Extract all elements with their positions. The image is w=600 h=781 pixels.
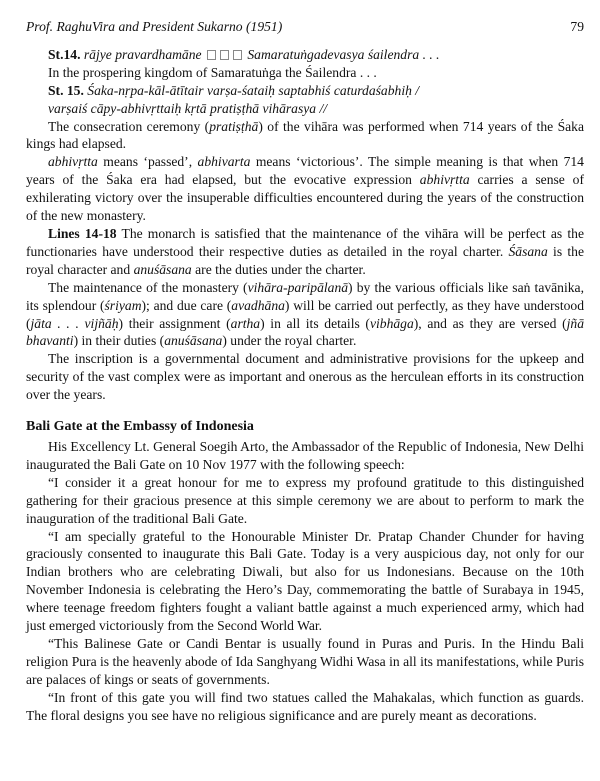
stanza-14-translation: In the prospering kingdom of Samaratuṅga the Śailendra . . . xyxy=(48,64,377,80)
stanza-14-text-a: rājye pravardhamāne xyxy=(83,46,202,62)
stanza-15-label: St. 15. xyxy=(48,82,84,98)
text-run: ); and due care ( xyxy=(141,297,232,313)
paragraph-maintenance xyxy=(26,279,584,351)
text-run-italic: pratiṣṭhā xyxy=(209,118,259,134)
text-run-italic: vihāra-paripālanā xyxy=(247,279,349,295)
paragraph-abhivrtta xyxy=(26,153,584,225)
stanza-14-text-b: Samaratuṅgadevasya śailendra . . . xyxy=(247,46,440,62)
text-run-italic: Śāsana xyxy=(508,243,548,259)
lines-label: Lines 14-18 xyxy=(48,225,117,241)
text-run-italic: anuśāsana xyxy=(164,333,223,349)
text-run: means ‘passed’, xyxy=(97,154,198,170)
stanza-15 xyxy=(26,82,584,100)
text-run: ) in all its details ( xyxy=(260,315,370,331)
section-heading: Bali Gate at the Embassy of Indonesia xyxy=(26,419,254,435)
text-run: ) in their duties ( xyxy=(73,333,165,349)
page-number: 79 xyxy=(570,19,584,34)
stanza-14 xyxy=(26,46,584,64)
stanza-15-line-2: varṣaiś cāpy-abhivṛttaiḥ kṛtā pratiṣṭhā vihārasya // xyxy=(48,100,328,116)
text-run-italic: artha xyxy=(230,315,261,331)
paragraph-inscription: The inscription is a governmental document and administrative provisions for the upkeep and security of the vast complex were as important and onerous as the herculean efforts in its construction over the years. xyxy=(26,351,584,403)
text-run: means ‘victorious’. The simple meaning is that when 714 years of the Śaka era had elapsed, but the evocative expression xyxy=(26,154,584,188)
text-run-italic: abhivṛtta xyxy=(419,172,470,188)
text-run-italic: vibhāga xyxy=(369,315,414,331)
text-run-italic: śriyam xyxy=(104,297,142,313)
text-run-italic: abhivarta xyxy=(197,154,251,170)
text-run: ), and as they are versed ( xyxy=(413,315,567,331)
text-run: are the duties under the charter. xyxy=(191,261,366,277)
paragraph-speech-3: “This Balinese Gate or Candi Bentar is usually found in Puras and Puris. In the Hindu Bali religion Pura is the heavenly abode of Ida Sanghyang Widhi Wasa in all its manifestations, while Puris are palaces of kings or seats of governments. xyxy=(26,636,584,687)
text-run-italic: jñā bhavanti xyxy=(26,315,584,349)
paragraph-speech-1: “I consider it a great honour for me to express my profound gratitude to this distinguished gathering for their gracious presence at this simple ceremony we are about to perform to mark the inauguration of the traditional Bali Gate. xyxy=(26,474,584,526)
stanza-15-line-1: Śaka-nṛpa-kāl-ātītair varṣa-śataiḥ saptabhiś caturdaśabhiḥ / xyxy=(87,82,420,98)
paragraph-lines-14-18 xyxy=(26,225,584,279)
text-run: The consecration ceremony ( xyxy=(48,118,210,134)
text-run: ) will be carried out perfectly, as they have understood ( xyxy=(26,297,584,331)
text-run-italic: jāta . . . vijñāḥ xyxy=(30,315,119,331)
text-run: The monarch is satisfied that the maintenance of the vihāra will be perfect as the functionaries have understood their respective duties as detailed in the royal charter. xyxy=(26,225,584,259)
text-run: ) under the royal charter. xyxy=(222,333,357,349)
paragraph-speech-4: “In front of this gate you will find two statues called the Mahakalas, which function as guards. The floral designs you see have no religious significance and are purely meant as decorations. xyxy=(26,689,584,723)
text-run: carries a sense of exhilerating victory over the insuperable difficulties encountered during the years of the construction of the new monastery. xyxy=(26,172,584,224)
text-run: ) by the various officials like saṅ tavānika, its splendour ( xyxy=(26,279,584,313)
paragraph-speech-2: “I am specially grateful to the Honourable Minister Dr. Pratap Chander Chunder for having graciously consented to inaugurate this Bali Gate. Today is a very auspicious day, not only for our Indian brothers who are celebrating Diwali, but also for us Indonesians. Because on the 10th November Indonesia is celebrating the Hero’s Day, commemorating the battle of Surabaya in 1945, where teenage freedom fighters fought a valiant battle against a much experienced army, which had just emerged victoriously from the Second World War. xyxy=(26,528,584,634)
text-run-italic: abhivṛtta xyxy=(48,154,98,170)
paragraph-ambassador: His Excellency Lt. General Soegih Arto, the Ambassador of the Republic of Indonesia, New Delhi inaugurated the Bali Gate on 10 Nov 1977 with the following speech: xyxy=(26,439,584,472)
text-run: The maintenance of the monastery ( xyxy=(48,279,248,295)
running-header xyxy=(26,18,584,36)
paragraph-consecration xyxy=(26,118,584,154)
text-run: is the royal character and xyxy=(26,243,584,277)
stanza-14-label: St.14. xyxy=(48,46,81,62)
text-run-italic: anuśāsana xyxy=(133,261,192,277)
missing-glyph-icon xyxy=(205,47,244,62)
section-gap xyxy=(26,404,584,418)
text-run-italic: avadhāna xyxy=(231,297,285,313)
text-run: ) their assignment ( xyxy=(118,315,231,331)
text-run: ) of the vihāra was performed when 714 years of the Śaka kings had elapsed. xyxy=(26,118,585,152)
running-title: Prof. RaghuVira and President Sukarno (1951) xyxy=(26,19,283,34)
